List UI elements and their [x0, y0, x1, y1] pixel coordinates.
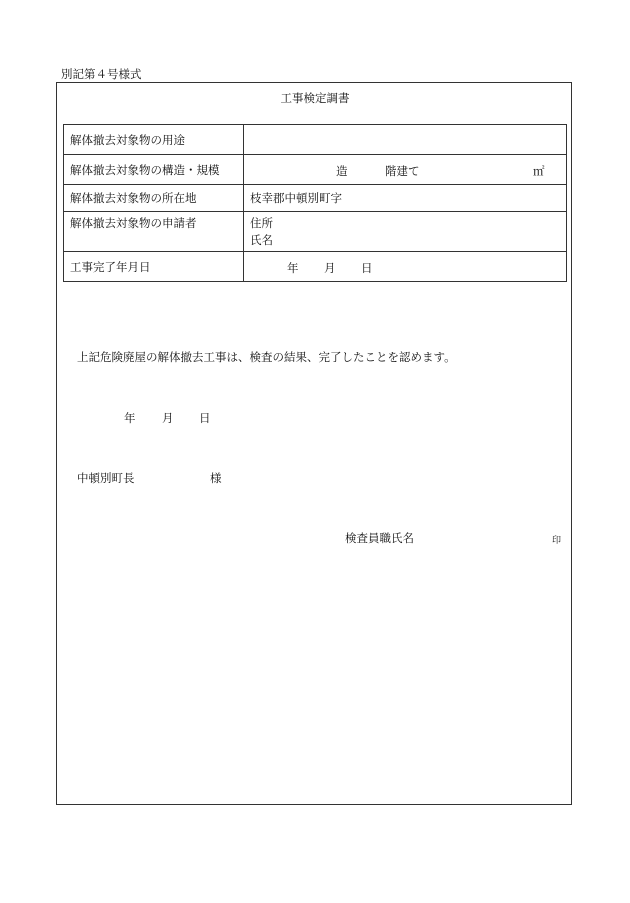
applicant-value[interactable] — [244, 212, 567, 252]
usage-label: 解体撤去対象物の用途 — [64, 125, 244, 155]
completion-month: 月 — [324, 261, 336, 275]
address-label: 住所 — [250, 216, 273, 230]
completion-year: 年 — [287, 261, 299, 275]
inspector-label: 検査員職氏名 — [345, 531, 414, 545]
area-unit: ㎡ — [533, 164, 545, 178]
usage-value[interactable] — [244, 125, 567, 155]
table-row-usage — [64, 125, 567, 155]
completion-date-label: 工事完了年月日 — [64, 252, 244, 282]
location-value[interactable]: 枝幸郡中頓別町字 — [244, 185, 567, 212]
table-row-completion-date — [64, 252, 567, 282]
confirmation-text: 上記危険廃屋の解体撤去工事は、検査の結果、完了したことを認めます。 — [77, 350, 456, 364]
issue-date-month: 月 — [162, 411, 174, 425]
table-row-applicant — [64, 212, 567, 252]
completion-date-value[interactable] — [244, 252, 567, 282]
issue-date-day: 日 — [199, 411, 211, 425]
info-table — [63, 124, 567, 282]
table-row-location — [64, 185, 567, 212]
structure-suffix: 造 — [336, 164, 348, 178]
structure-label: 解体撤去対象物の構造・規模 — [64, 155, 244, 185]
table-row-structure — [64, 155, 567, 185]
issue-date-year: 年 — [124, 411, 136, 425]
location-label: 解体撤去対象物の所在地 — [64, 185, 244, 212]
form-number: 別記第４号様式 — [61, 67, 142, 81]
recipient-title: 中頓別町長 — [77, 471, 135, 485]
completion-day: 日 — [361, 261, 373, 275]
name-label: 氏名 — [250, 233, 273, 247]
recipient-honorific: 様 — [210, 471, 222, 485]
applicant-label: 解体撤去対象物の申請者 — [64, 212, 244, 252]
structure-value[interactable] — [244, 155, 567, 185]
seal-mark: 印 — [552, 536, 562, 546]
document-title: 工事検定調書 — [280, 91, 350, 105]
floors-suffix: 階建て — [385, 164, 420, 178]
